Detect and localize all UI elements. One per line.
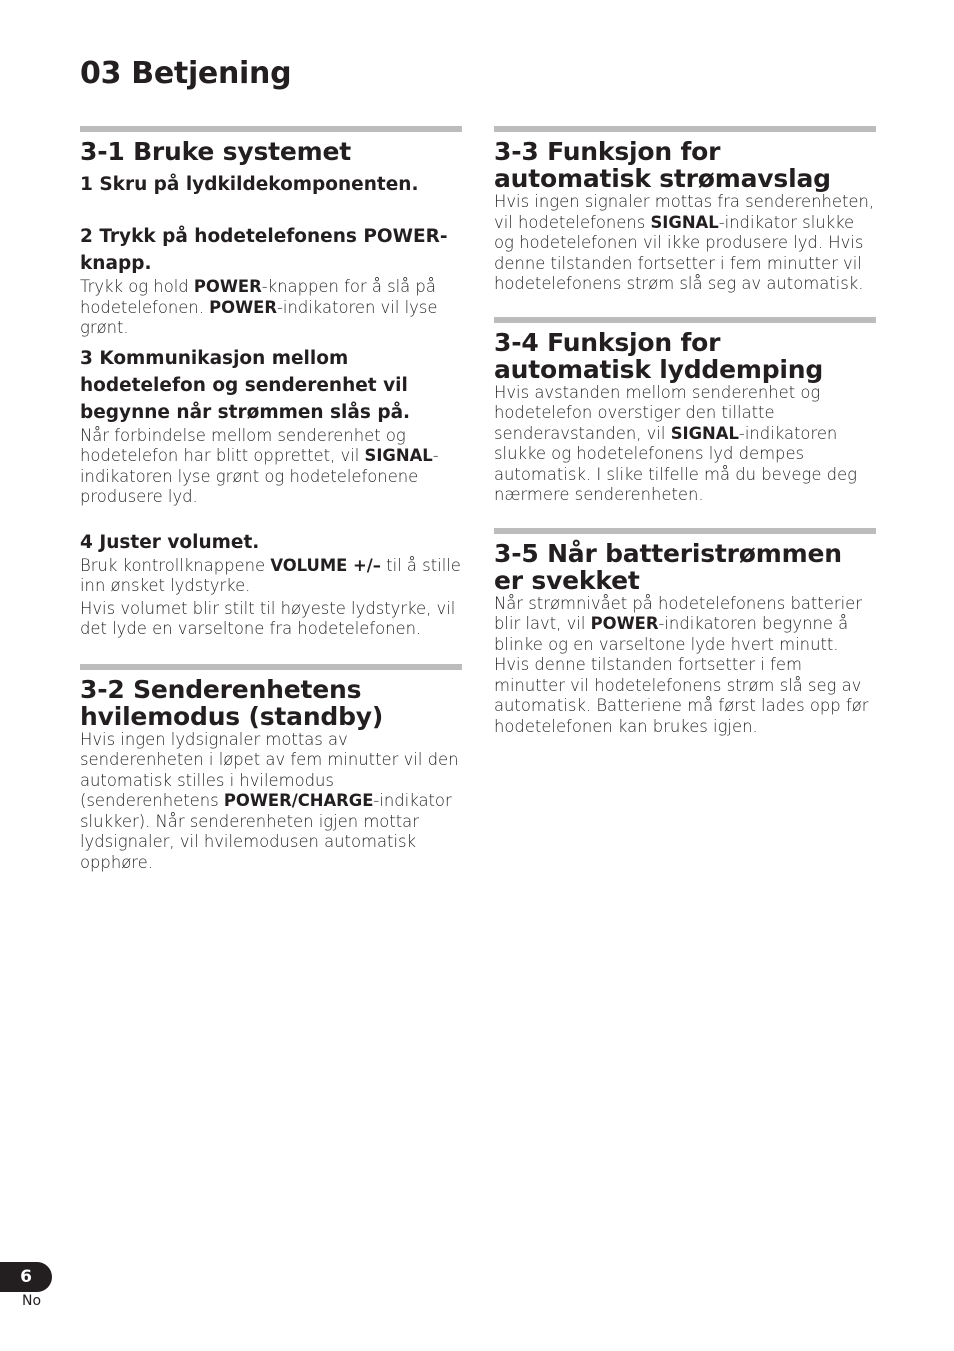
section-text: Hvis avstanden mellom senderenhet og hodetelefon overstiger den tillatte senderavstanden, vil SIGNAL-indikatoren slukke og hodetelefonens lyd dempes automatisk. I slike tilfelle må du bevege deg nærmere senderenheten. <box>494 382 857 504</box>
section-3-2 <box>80 664 462 874</box>
step-4-note: Hvis volumet blir stilt til høyeste lydstyrke, vil det lyde en varseltone fra hodetelefonen. <box>80 598 456 638</box>
section-3-5 <box>494 528 876 738</box>
section-text: Hvis ingen lydsignaler mottas av senderenheten i løpet av fem minutter vil den automatisk stilles i hvilemodus (senderenhetens POWER/CHARGE-indikator slukker). Når senderenheten igjen mottar lydsignaler, vil hvilemodusen automatisk opphøre. <box>80 729 459 872</box>
section-text: Når strømnivået på hodetelefonens batterier blir lavt, vil POWER-indikatoren begynne å blinke og en varseltone lyde hvert minutt. Hvis denne tilstanden fortsetter i fem minutter vil hodetelefonens strøm slå seg av automatisk. Batteriene må først lades opp før hodetelefonen kan brukes igjen. <box>494 593 869 736</box>
section-title: 3-5 Når batteristrømmen er svekket <box>494 538 842 595</box>
step-2-heading: 2 Trykk på hodetelefonens POWER-knapp. <box>80 226 448 274</box>
step-3-heading: 3 Kommunikasjon mellom hodetelefon og senderenhet vil begynne når strømmen slås på. <box>80 347 411 423</box>
step-3-text: Når forbindelse mellom senderenhet og hodetelefon har blitt opprettet, vil SIGNAL-indikatoren lyse grønt og hodetelefonene produsere lyd. <box>80 425 439 506</box>
step-2-text: Trykk og hold POWER-knappen for å slå på hodetelefonen. POWER-indikatoren vil lyse grønt. <box>80 277 438 337</box>
page-number: 6 <box>0 1262 52 1292</box>
section-3-1 <box>80 126 462 640</box>
section-title: 3-3 Funksjon for automatisk strømavslag <box>494 137 831 193</box>
language-code: No <box>22 1293 42 1309</box>
step-4-heading: 4 Juster volumet. <box>80 531 260 553</box>
section-text: Hvis ingen signaler mottas fra senderenheten, vil hodetelefonens SIGNAL-indikator slukke og hodetelefonen vil ikke produsere lyd. Hvis denne tilstanden fortsetter i fem minutter vil hodetelefonens strøm slå seg av automatisk. <box>494 192 875 293</box>
left-column <box>80 126 462 873</box>
section-3-4 <box>494 317 876 506</box>
step-1-heading: 1 Skru på lydkildekomponenten. <box>80 174 419 195</box>
step-4-text: Bruk kontrollknappene VOLUME +/– til å stille inn ønsket lydstyrke. <box>80 555 461 595</box>
section-title: 3-4 Funksjon for automatisk lyddemping <box>494 327 824 384</box>
chapter-title: 03 Betjening <box>80 56 292 91</box>
section-title: 3-1 Bruke systemet <box>80 137 351 166</box>
right-column <box>494 126 876 737</box>
section-3-3 <box>494 126 876 295</box>
section-title: 3-2 Senderenhetens hvilemodus (standby) <box>80 674 384 731</box>
